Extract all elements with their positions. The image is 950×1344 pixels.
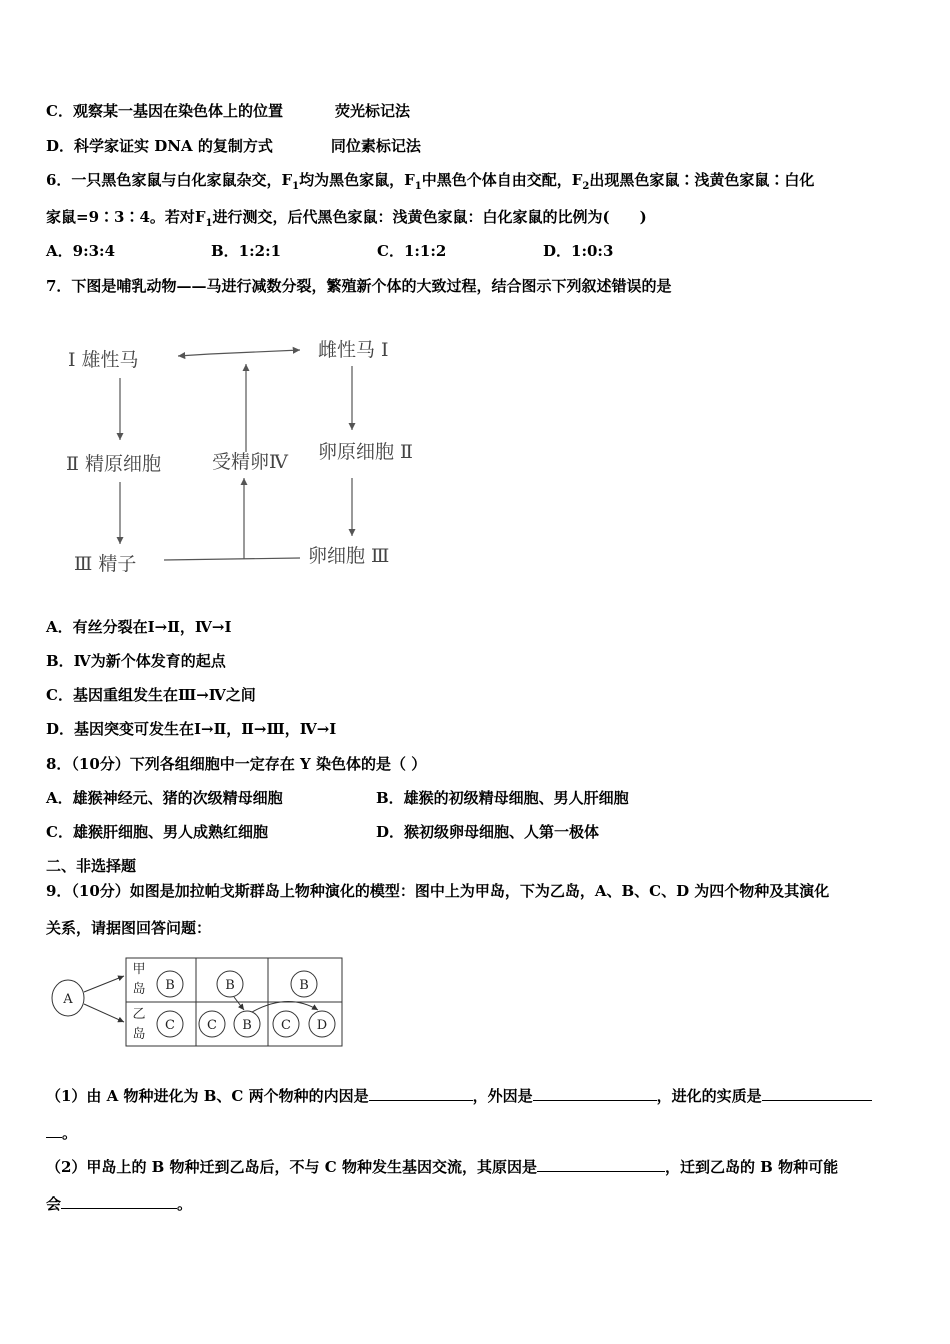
arrow-b-migrates bbox=[234, 997, 244, 1010]
island-top-label-2: 岛 bbox=[132, 982, 146, 997]
line-fertilization bbox=[164, 558, 300, 560]
answer-blank-outcome[interactable] bbox=[61, 1194, 177, 1209]
q7-option-c: C．基因重组发生在Ⅲ→Ⅳ之间 bbox=[46, 686, 256, 704]
island-top-label-1: 甲 bbox=[132, 962, 146, 977]
label-spermatogonium: Ⅱ 精原细胞 bbox=[66, 453, 161, 475]
species-b-label-2: B bbox=[225, 978, 235, 993]
q7-stem: 7．下图是哺乳动物——马进行减数分裂，繁殖新个体的大致过程，结合图示下列叙述错误的是 bbox=[46, 277, 672, 295]
label-sperm: Ⅲ 精子 bbox=[74, 553, 137, 575]
q6-options bbox=[46, 241, 613, 261]
q5-option-d: D．科学家证实 DNA 的复制方式 同位素标记法 bbox=[46, 137, 421, 155]
q6-option-b: B．1:2:1 bbox=[211, 242, 282, 260]
q9-sub2-line2: 会 。 bbox=[46, 1195, 193, 1213]
label-oogonium: 卵原细胞 Ⅱ bbox=[318, 441, 413, 463]
arrow-a-to-top bbox=[84, 976, 124, 992]
q8-option-c: C．雄猴肝细胞、男人成熟红细胞 bbox=[46, 823, 268, 841]
q9-stem-line2: 关系，请据图回答问题： bbox=[46, 919, 212, 937]
arrow-a-to-bottom bbox=[84, 1004, 124, 1022]
answer-blank-outer-cause[interactable] bbox=[533, 1086, 657, 1101]
q6-stem-line2: 家鼠=9∶3∶4。若对$F_1$进行测交，后代黑色家鼠：浅黄色家鼠：白化家鼠的比例为( ) bbox=[46, 208, 647, 229]
species-c-label-1: C bbox=[165, 1018, 175, 1033]
arrow-to-male bbox=[178, 354, 210, 356]
q8-option-d: D．猴初级卵母细胞、人第一极体 bbox=[376, 823, 600, 841]
q7-option-b: B．Ⅳ为新个体发育的起点 bbox=[46, 652, 226, 670]
q9-stem-line1: 9．（10分）如图是加拉帕戈斯群岛上物种演化的模型：图中上为甲岛，下为乙岛，A、B、C、D 为四个物种及其演化 bbox=[46, 882, 830, 900]
q9-sub1-line1: （1）由 A 物种进化为 B、C 两个物种的内因是 ，外因是 ，进化的实质是 bbox=[46, 1086, 872, 1106]
q6-option-a: A．9:3:4 bbox=[46, 242, 116, 260]
species-b-label-4: B bbox=[299, 978, 309, 993]
q8-option-b: B．雄猴的初级精母细胞、男人肝细胞 bbox=[376, 789, 629, 807]
q5-option-c: C．观察某一基因在染色体上的位置 荧光标记法 bbox=[46, 102, 410, 120]
q7-option-a: A．有丝分裂在Ⅰ→Ⅱ，Ⅳ→Ⅰ bbox=[46, 618, 232, 636]
arrow-to-female bbox=[210, 350, 300, 354]
species-c-label-3: C bbox=[281, 1018, 291, 1033]
q6-option-d: D．1:0:3 bbox=[543, 242, 614, 260]
label-female-horse: 雌性马 Ⅰ bbox=[318, 339, 389, 361]
label-zygote: 受精卵Ⅳ bbox=[212, 451, 288, 473]
species-c-label-2: C bbox=[207, 1018, 217, 1033]
species-b-label-1: B bbox=[165, 978, 175, 993]
horse-reproduction-diagram bbox=[60, 330, 440, 590]
q8-option-a: A．雄猴神经元、猪的次级精母细胞 bbox=[46, 789, 283, 807]
label-male-horse: Ⅰ 雄性马 bbox=[68, 349, 139, 371]
q6-stem-line1: 6．一只黑色家鼠与白化家鼠杂交，$F_1$均为黑色家鼠，$F_1$中黑色个体自由交配，$F_2$出现黑色家鼠∶浅黄色家鼠∶白化 bbox=[46, 171, 815, 192]
species-b-label-3: B bbox=[242, 1018, 252, 1033]
answer-blank-inner-cause[interactable] bbox=[369, 1086, 473, 1101]
section-title: 二、非选择题 bbox=[46, 857, 137, 875]
q8-options-row2 bbox=[46, 822, 599, 842]
diagram-labels bbox=[66, 339, 413, 575]
island-bottom-label-2: 岛 bbox=[132, 1027, 146, 1042]
q8-stem: 8．（10分）下列各组细胞中一定存在 Y 染色体的是（ ） bbox=[46, 755, 427, 773]
answer-blank-reason[interactable] bbox=[537, 1157, 665, 1172]
answer-blank-essence-cont[interactable] bbox=[46, 1123, 62, 1138]
answer-blank-essence[interactable] bbox=[762, 1086, 872, 1101]
q6-option-c: C．1:1:2 bbox=[377, 242, 447, 260]
island-evolution-diagram bbox=[48, 952, 348, 1052]
arrow-b-to-d bbox=[252, 1001, 318, 1012]
island-bottom-label-1: 乙 bbox=[132, 1007, 146, 1022]
q8-options-row1 bbox=[46, 788, 629, 808]
species-d-label: D bbox=[316, 1018, 328, 1033]
q9-sub2-line1: （2）甲岛上的 B 物种迁到乙岛后，不与 C 物种发生基因交流，其原因是 ，迁到乙岛的 B 物种可能 bbox=[46, 1158, 839, 1176]
label-egg: 卵细胞 Ⅲ bbox=[308, 545, 390, 567]
species-a-label: A bbox=[63, 992, 73, 1007]
q9-sub1-line2: 。 bbox=[46, 1123, 77, 1143]
q7-option-d: D．基因突变可发生在Ⅰ→Ⅱ，Ⅱ→Ⅲ，Ⅳ→Ⅰ bbox=[46, 720, 337, 738]
